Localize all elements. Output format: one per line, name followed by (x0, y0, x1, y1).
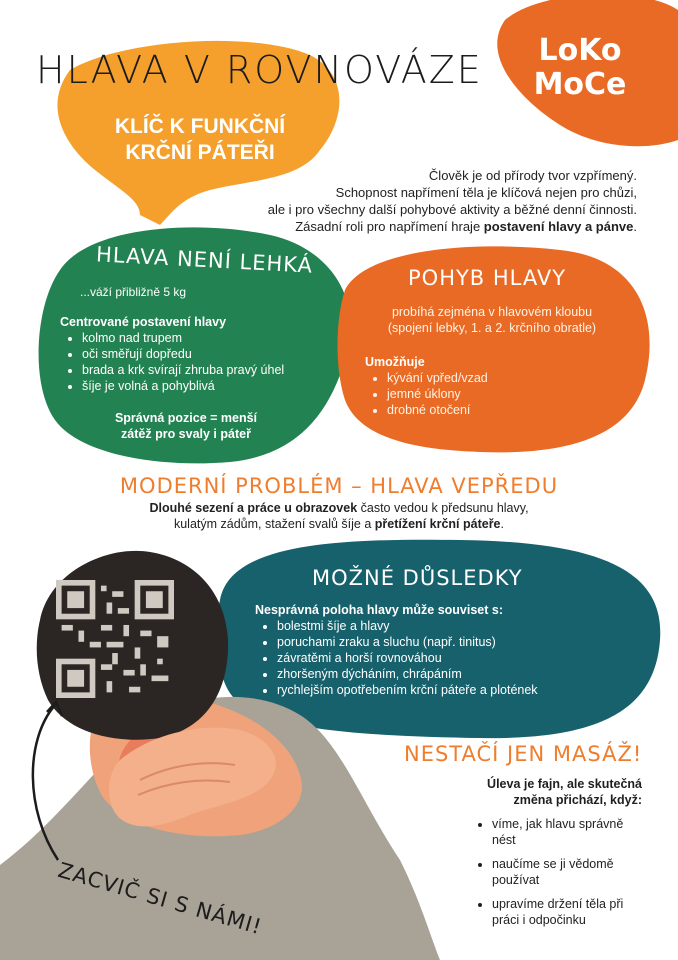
brand-logo[interactable] (520, 34, 640, 102)
list-item: • šíje je volná a pohyblivá (82, 378, 340, 394)
qr-code-icon[interactable] (56, 580, 174, 698)
subtitle-line: KLÍČ K FUNKČNÍ (114, 115, 286, 138)
list-item: • upravíme držení těla při práci i odpočinku (492, 896, 650, 928)
list-item: • poruchami zraku a sluchu (např. tinitus) (277, 634, 635, 650)
head-weight-value: ...váží přibližně 5 kg (80, 285, 187, 299)
list-item: • kolmo nad trupem (82, 330, 340, 346)
intro-paragraph (217, 167, 637, 235)
list-item: • závratěmi a horší rovnováhou (277, 650, 635, 666)
intro-line: Zásadní roli pro napřímení hraje postavení hlavy a pánve. (295, 219, 637, 234)
massage-list (470, 816, 650, 936)
list-heading: Umožňuje (365, 355, 425, 369)
centered-position-list (60, 314, 340, 394)
consequences-heading: MOŽNÉ DŮSLEDKY (312, 566, 523, 590)
list-item: • víme, jak hlavu správně nést (492, 816, 650, 848)
list-item: • zhoršeným dýcháním, chrápáním (277, 666, 635, 682)
page-title: HLAVA V ROVNOVÁZE (36, 48, 483, 92)
list-heading: Centrované postavení hlavy (60, 315, 227, 329)
consequences-list (255, 602, 635, 698)
intro-line: ale i pro všechny další pohybové aktivity a běžné denní činnosti. (267, 202, 637, 217)
logo-line: MoCe (533, 67, 627, 102)
head-movement-heading: POHYB HLAVY (408, 266, 567, 290)
page-subtitle (90, 114, 310, 166)
list-item: • jemné úklony (387, 386, 615, 402)
head-movement-description: probíhá zejména v hlavovém kloubu (spojení lebky, 1. a 2. krčního obratle) (387, 305, 597, 335)
list-item: • rychlejším opotřebením krční páteře a plotének (277, 682, 635, 698)
head-weight-heading: HLAVA NENÍ LEHKÁ (95, 242, 314, 278)
list-item: • bolestmi šíje a hlavy (277, 618, 635, 634)
intro-emphasis: postavení hlavy a pánve (483, 219, 634, 234)
correct-position-note: Správná pozice = menší zátěž pro svaly i páteř (114, 411, 258, 441)
logo-line: LoKo (538, 33, 622, 68)
list-item: • oči směřují dopředu (82, 346, 340, 362)
cta-exercise[interactable]: ZACVIČ SI S NÁMI! (55, 858, 265, 940)
list-item: • naučíme se ji vědomě používat (492, 856, 650, 888)
list-item: • kývání vpřed/vzad (387, 370, 615, 386)
massage-heading: NESTAČÍ JEN MASÁŽ! (404, 742, 643, 766)
intro-line: Schopnost napřímení těla je klíčová nejen pro chůzi, (335, 185, 637, 200)
list-item: • brada a krk svírají zhruba pravý úhel (82, 362, 340, 378)
modern-problem-heading: MODERNÍ PROBLÉM – HLAVA VEPŘEDU (119, 474, 559, 498)
intro-line: Člověk je od přírody tvor vzpřímený. (428, 168, 637, 183)
massage-lead: Úleva je fajn, ale skutečná změna přichází, když: (487, 777, 642, 807)
subtitle-line: KRČNÍ PÁTEŘI (125, 141, 275, 164)
list-item: • drobné otočení (387, 402, 615, 418)
list-heading: Nesprávná poloha hlavy může souviset s: (255, 603, 503, 617)
movement-list (365, 354, 615, 418)
modern-problem-text: Dlouhé sezení a práce u obrazovek často vedou k předsunu hlavy, kulatým zádům, stažení svalů šíje a přetížení krční páteře. (149, 501, 529, 531)
